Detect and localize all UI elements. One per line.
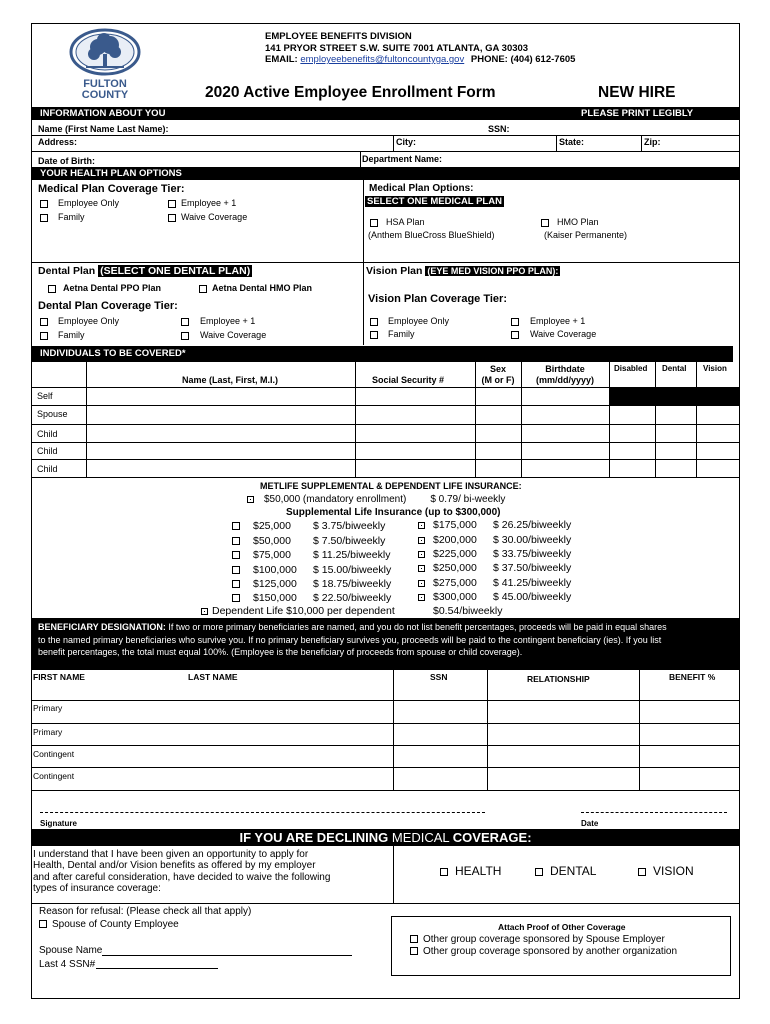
vision-title-text: Vision Plan [366, 265, 423, 277]
select-one-dental: (SELECT ONE DENTAL PLAN) [100, 265, 251, 277]
cost: $ 26.25/biweekly [493, 519, 572, 531]
col-birthdate-line1: Birthdate [545, 364, 585, 374]
refusal-reason: Reason for refusal: (Please check all that apply) [39, 906, 252, 917]
checkbox-icon[interactable] [40, 318, 48, 326]
dependent-life-option[interactable] [201, 605, 395, 617]
beneficiary-text-1: If two or more primary beneficiaries are named, and you do not list benefit percentages, proceeds will be paid in equal shares [165, 622, 667, 632]
cost: $ 7.50/biweekly [313, 535, 386, 547]
option-label: Employee Only [58, 198, 120, 208]
cost: $ 33.75/biweekly [493, 548, 572, 560]
option-label: Employee + 1 [181, 198, 237, 208]
life-option[interactable] [232, 564, 391, 576]
col-birthdate [524, 364, 606, 386]
checkbox-icon[interactable] [418, 594, 425, 601]
checkbox-icon[interactable] [40, 332, 48, 340]
life-mandatory[interactable] [247, 494, 505, 505]
medical-tier-title: Medical Plan Coverage Tier: [38, 183, 185, 195]
option-label: Family [58, 330, 85, 340]
checkbox-icon[interactable] [48, 285, 56, 293]
cost: $ 37.50/biweekly [493, 562, 572, 574]
row-label-child: Child [37, 464, 58, 474]
email-label: EMAIL: [265, 54, 298, 65]
ben-row-label: Contingent [33, 771, 75, 781]
amount: $25,000 [253, 520, 291, 532]
amount: $75,000 [253, 549, 291, 561]
beneficiary-text-3: benefit percentages, the total must equal 100%. (Employee is the beneficiary of proceeds from spouse or child coverage). [38, 647, 523, 657]
contact-line [265, 54, 575, 65]
print-legibly: PLEASE PRINT LEGIBLY [581, 108, 694, 119]
info-bar-title: INFORMATION ABOUT YOU [40, 108, 166, 119]
decline-dental-option[interactable] [535, 864, 596, 878]
amount: $300,000 [433, 591, 477, 603]
checkbox-icon[interactable] [535, 868, 543, 876]
select-one-medical: SELECT ONE MEDICAL PLAN [367, 196, 502, 207]
ssn-field[interactable] [515, 122, 737, 134]
col-sex [478, 364, 518, 386]
decline-vision-option[interactable] [638, 864, 694, 878]
hsa-carrier: (Anthem BlueCross BlueShield) [368, 230, 495, 240]
logo-text-county: COUNTY [81, 89, 129, 101]
col-sex-line1: Sex [489, 364, 506, 374]
col-birthdate-line2: (mm/dd/yyyy) [535, 375, 595, 385]
phone: PHONE: (404) 612-7605 [470, 54, 576, 65]
dental-title [38, 265, 252, 277]
col-vision: Vision [703, 364, 727, 373]
checkbox-icon[interactable] [440, 868, 448, 876]
col-ssn: Social Security # [372, 375, 445, 385]
dob-field[interactable] [105, 152, 355, 166]
vision-title [366, 265, 560, 277]
cost: $ 3.75/biweekly [313, 520, 386, 532]
checkbox-icon[interactable] [40, 200, 48, 208]
date-line[interactable] [581, 812, 727, 813]
info-bar [32, 107, 739, 120]
col-disabled: Disabled [614, 364, 648, 373]
dental-tier-title: Dental Plan Coverage Tier: [38, 300, 178, 312]
life-option[interactable] [418, 519, 571, 531]
option-label: HSA Plan [386, 217, 425, 227]
checkbox-icon[interactable] [40, 214, 48, 222]
checkbox-icon[interactable] [168, 214, 176, 222]
ssn-label: SSN: [488, 124, 510, 134]
checkbox-icon[interactable] [168, 200, 176, 208]
medical-tier-employee-only[interactable] [40, 198, 119, 208]
date-label: Date [581, 819, 599, 828]
supp-title: Supplemental Life Insurance (up to $300,000) [286, 507, 501, 518]
address-label: Address: [38, 137, 78, 147]
checkbox-icon[interactable] [418, 551, 425, 558]
checkbox-icon[interactable] [638, 868, 646, 876]
cost: $ 18.75/biweekly [313, 578, 392, 590]
division-name: EMPLOYEE BENEFITS DIVISION [265, 31, 412, 42]
option-label: Other group coverage sponsored by another organization [423, 946, 678, 957]
checkbox-icon[interactable] [370, 331, 378, 339]
checkbox-icon[interactable] [370, 318, 378, 326]
checkbox-icon[interactable] [370, 219, 378, 227]
spouse-employee-option[interactable] [39, 919, 179, 930]
vision-tier-employee-only[interactable] [370, 316, 449, 326]
checkbox-icon[interactable] [39, 920, 47, 928]
option-label: Employee + 1 [200, 316, 256, 326]
hmo-carrier: (Kaiser Permanente) [544, 230, 628, 240]
life-option[interactable] [232, 535, 385, 547]
city-field[interactable] [420, 135, 555, 150]
dental-title-text: Dental Plan [38, 265, 96, 277]
spouse-name-field[interactable] [102, 955, 352, 956]
health-bar: YOUR HEALTH PLAN OPTIONS [32, 167, 739, 180]
state-field[interactable] [590, 135, 640, 150]
ben-col-ssn: SSN [430, 672, 448, 682]
col-name: Name (Last, First, M.I.) [182, 375, 279, 385]
checkbox-icon[interactable] [247, 496, 254, 503]
checkbox-icon[interactable] [201, 608, 208, 615]
address-field[interactable] [85, 135, 390, 150]
cost: $ 15.00/biweekly [313, 564, 392, 576]
row-label-self: Self [37, 391, 53, 401]
decline-title-c: COVERAGE: [452, 830, 532, 845]
col-dental: Dental [662, 364, 687, 373]
row-label-child: Child [37, 446, 58, 456]
cost: $ 11.25/biweekly [313, 549, 391, 561]
zip-label: Zip: [644, 137, 661, 147]
vision-tier-family[interactable] [370, 329, 415, 339]
decline-health-option[interactable] [440, 864, 501, 878]
fulton-county-logo [68, 28, 142, 101]
life-option[interactable] [232, 520, 385, 532]
new-hire-label: NEW HIRE [598, 84, 676, 101]
zip-field[interactable] [665, 135, 737, 150]
checkbox-icon[interactable] [418, 522, 425, 529]
checkbox-icon[interactable] [232, 522, 240, 530]
checkbox-icon[interactable] [199, 285, 207, 293]
aetna-hmo-option[interactable] [199, 283, 312, 293]
life-option[interactable] [418, 577, 571, 589]
dob-label: Date of Birth: [38, 156, 95, 166]
option-label: Employee Only [388, 316, 450, 326]
decline-title-b: MEDICAL [388, 830, 453, 845]
checkbox-icon[interactable] [418, 580, 425, 587]
dental-tier-employee-only[interactable] [40, 316, 119, 326]
dental-tier-family[interactable] [40, 330, 85, 340]
option-label: Family [58, 212, 85, 222]
option-label: Spouse of County Employee [52, 919, 179, 930]
option-label: Waive Coverage [530, 329, 597, 339]
amount: $275,000 [433, 577, 477, 589]
hsa-plan-option[interactable] [370, 217, 425, 227]
decline-statement: I understand that I have been given an opportunity to apply for Health, Dental and/or Vision benefits as offered by my employer and after careful consideration, have decided to waive the following types of insurance coverage: [33, 849, 331, 894]
col-sex-line2: (M or F) [481, 375, 515, 385]
option-label: Waive Coverage [200, 330, 267, 340]
amount: $100,000 [253, 564, 297, 576]
proof-title: Attach Proof of Other Coverage [498, 922, 626, 932]
amount: $175,000 [433, 519, 477, 531]
individuals-bar: INDIVIDUALS TO BE COVERED* [32, 346, 732, 362]
amount: $200,000 [433, 534, 477, 546]
ben-row-label: Primary [33, 703, 63, 713]
checkbox-icon[interactable] [232, 566, 240, 574]
checkbox-icon[interactable] [418, 537, 425, 544]
proof-option-other[interactable] [410, 946, 677, 957]
cost: $ 45.00/biweekly [493, 591, 572, 603]
division-address: 141 PRYOR STREET S.W. SUITE 7001 ATLANTA, GA 30303 [265, 43, 529, 54]
decline-title-a: IF YOU ARE DECLINING [239, 830, 389, 845]
dental-tier-employee-plus-1[interactable] [181, 316, 255, 326]
ben-col-last: LAST NAME [188, 672, 238, 682]
form-title: 2020 Active Employee Enrollment Form [205, 84, 496, 101]
cost: $ 22.50/biweekly [313, 592, 392, 604]
checkbox-icon[interactable] [418, 565, 425, 572]
option-label: VISION [653, 864, 694, 878]
amount: $150,000 [253, 592, 297, 604]
dept-label: Department Name: [362, 154, 443, 164]
ben-row-label: Primary [33, 727, 63, 737]
hmo-plan-option[interactable] [541, 217, 599, 227]
ben-col-benefit: BENEFIT % [669, 672, 716, 682]
checkbox-icon[interactable] [511, 331, 519, 339]
row-label-child: Child [37, 429, 58, 439]
medical-tier-waive[interactable] [168, 212, 247, 222]
name-field[interactable] [190, 122, 480, 134]
checkbox-icon[interactable] [181, 332, 189, 340]
amount: $50,000 [253, 535, 291, 547]
checkbox-icon[interactable] [232, 594, 240, 602]
logo-text-fulton: FULTON [83, 78, 127, 90]
life-option[interactable] [418, 591, 571, 603]
option-label: Employee + 1 [530, 316, 586, 326]
city-label: City: [396, 137, 416, 147]
last4-field[interactable] [96, 968, 218, 969]
cost: $ 30.00/biweekly [493, 534, 572, 546]
mandatory-amount: $50,000 (mandatory enrollment) [264, 494, 407, 505]
row-label-spouse: Spouse [37, 409, 68, 419]
vision-tier-employee-plus-1[interactable] [511, 316, 585, 326]
signature-line[interactable] [40, 812, 485, 813]
ben-col-first: FIRST NAME [33, 672, 85, 682]
option-label: Other group coverage sponsored by Spouse Employer [423, 934, 665, 945]
proof-option-spouse[interactable] [410, 934, 665, 945]
tree-seal-icon [68, 28, 142, 76]
life-option[interactable] [418, 534, 571, 546]
dental-tier-waive[interactable] [181, 330, 266, 340]
life-option[interactable] [418, 562, 571, 574]
ben-row-label: Contingent [33, 749, 75, 759]
dept-field[interactable] [450, 152, 737, 166]
option-label: Family [388, 329, 415, 339]
checkbox-icon[interactable] [410, 935, 418, 943]
dependent-life-cost: $0.54/biweekly [433, 605, 503, 617]
option-label: HEALTH [455, 864, 502, 878]
checkbox-icon[interactable] [232, 551, 240, 559]
state-label: State: [559, 137, 585, 147]
beneficiary-title: BENEFICIARY DESIGNATION: [38, 622, 166, 632]
ben-col-relationship: RELATIONSHIP [527, 674, 590, 684]
aetna-ppo-option[interactable] [48, 283, 161, 293]
option-label: DENTAL [550, 864, 597, 878]
checkbox-icon[interactable] [232, 537, 240, 545]
option-label: HMO Plan [557, 217, 599, 227]
name-label: Name (First Name Last Name): [38, 124, 169, 134]
signature-label: Signature [40, 819, 77, 828]
amount: $250,000 [433, 562, 477, 574]
vision-tier-waive[interactable] [511, 329, 596, 339]
checkbox-icon[interactable] [541, 219, 549, 227]
life-option[interactable] [232, 592, 391, 604]
checkbox-icon[interactable] [181, 318, 189, 326]
option-label: Waive Coverage [181, 212, 248, 222]
life-option[interactable] [232, 549, 390, 561]
beneficiary-box [32, 618, 739, 670]
medical-tier-employee-plus-1[interactable] [168, 198, 236, 208]
life-option[interactable] [232, 578, 391, 590]
dependent-amount: Dependent Life $10,000 per dependent [212, 605, 395, 617]
email-link[interactable]: employeebenefits@fultoncountyga.gov [300, 54, 465, 65]
spouse-name-label: Spouse Name [39, 945, 103, 956]
life-title: METLIFE SUPPLEMENTAL & DEPENDENT LIFE INSURANCE: [260, 481, 522, 491]
self-shaded-cells [610, 388, 739, 405]
amount: $125,000 [253, 578, 297, 590]
option-label: Employee Only [58, 316, 120, 326]
medical-options-title: Medical Plan Options: [369, 183, 474, 194]
eye-med-plan: (EYE MED VISION PPO PLAN): [427, 266, 559, 276]
medical-tier-family[interactable] [40, 212, 85, 222]
option-label: Aetna Dental PPO Plan [63, 283, 162, 293]
checkbox-icon[interactable] [232, 580, 240, 588]
option-label: Aetna Dental HMO Plan [212, 283, 313, 293]
mandatory-cost: $ 0.79/ bi-weekly [430, 494, 506, 505]
amount: $225,000 [433, 548, 477, 560]
decline-bar [32, 829, 739, 846]
checkbox-icon[interactable] [511, 318, 519, 326]
vision-tier-title: Vision Plan Coverage Tier: [368, 293, 507, 305]
checkbox-icon[interactable] [410, 947, 418, 955]
beneficiary-text-2: to the named primary beneficiaries who survive you. If no primary beneficiary survives you, proceeds will be paid to the contingent beneficiary (ies). If you list [38, 634, 662, 645]
last4-label: Last 4 SSN# [39, 959, 96, 970]
cost: $ 41.25/biweekly [493, 577, 572, 589]
life-option[interactable] [418, 548, 571, 560]
